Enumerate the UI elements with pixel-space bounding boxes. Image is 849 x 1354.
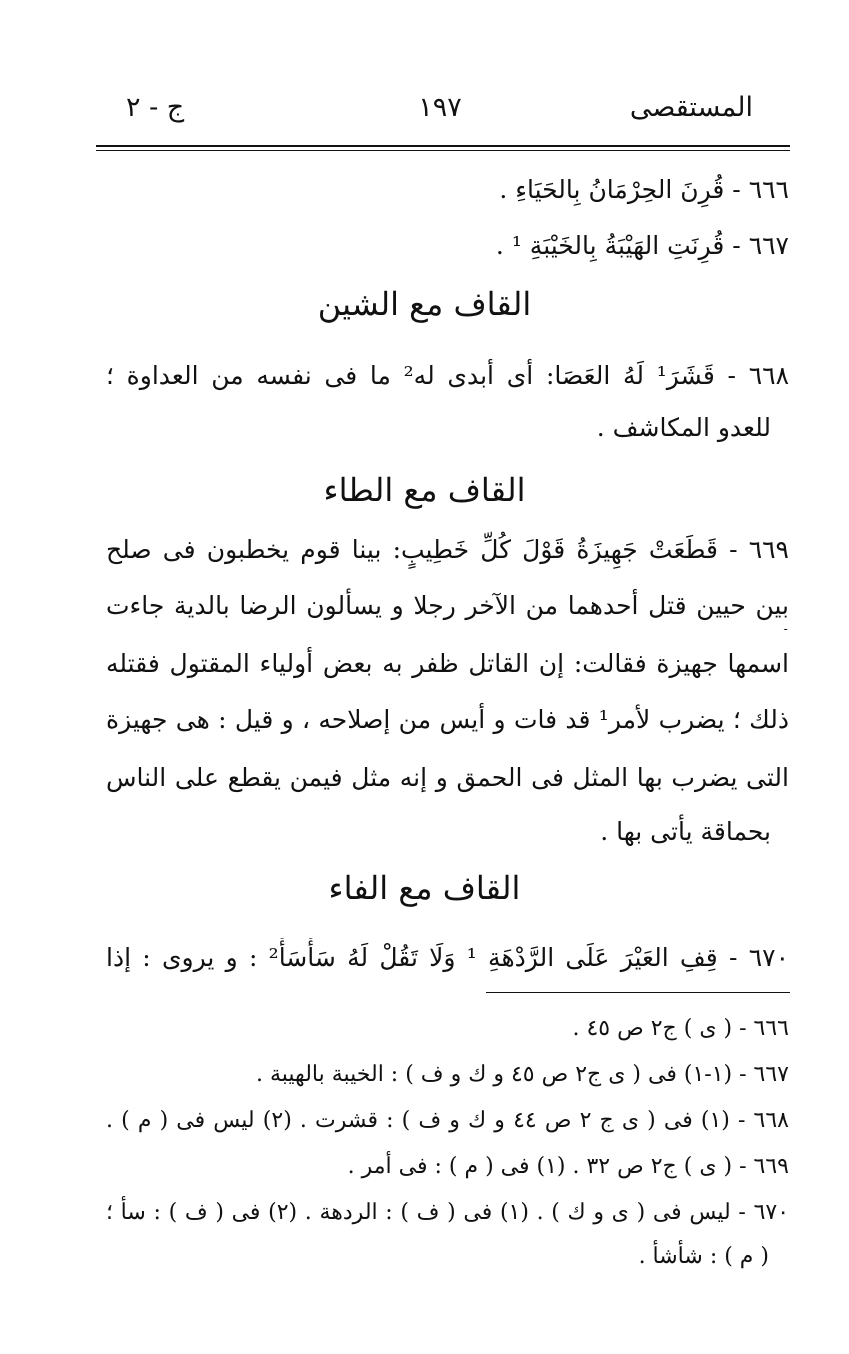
entry-line: ٦٧٠ - قِفِ العَيْرَ عَلَى الرَّدْهَةِ ¹ وَلَا تَقُلْ لَهُ سَأْسَأْ² : و يروى : إذا: [106, 943, 789, 972]
header-rule-thick: [96, 145, 790, 147]
section-heading: القاف مع الشين: [317, 285, 532, 323]
entry-line: ٦٦٩ - قَطَعَتْ جَهِيزَةُ قَوْلَ كُلِّ خَطِيبٍ: بينا قوم يخطبون فى صلح: [106, 535, 789, 564]
header-rule-thin: [96, 150, 790, 151]
page-number: ١٩٧: [418, 92, 462, 123]
volume-label: ج - ٢: [126, 92, 185, 123]
entry-line: ٦٦٧ - قُرِنَتِ الهَيْبَةُ بِالخَيْبَةِ ¹ .: [495, 231, 789, 260]
footnote: ٦٦٦ - ( ى ) ج٢ ص ٤٥ .: [572, 1016, 789, 1041]
footnote: ٦٦٨ - (١) فى ( ى ج ٢ ص ٤٤ و ك و ف ) : قشرت . (٢) ليس فى ( م ) .: [106, 1108, 789, 1133]
running-title: المستقصى: [629, 92, 753, 123]
entry-line: ذلك ؛ يضرب لأمر¹ قد فات و أيس من إصلاحه ، و قيل : هى جهيزة: [106, 705, 789, 734]
entry-line: اسمها جهيزة فقالت: إن القاتل ظفر به بعض أولياء المقتول فقتله: [106, 649, 789, 678]
entry-line: ٦٦٨ - قَشَرَ¹ لَهُ العَصَا: أى أبدى له² ما فى نفسه من العداوة ؛: [106, 361, 789, 390]
footnote-rule: [486, 992, 790, 993]
entry-line: بحماقة يأتى بها .: [600, 817, 771, 846]
section-heading: القاف مع الفاء: [328, 869, 521, 907]
footnote: ( م ) : شأشأ .: [638, 1244, 769, 1269]
footnote: ٦٦٧ - (١-١) فى ( ى ج٢ ص ٤٥ و ك و ف ) : الخيبة بالهيبة .: [256, 1062, 789, 1087]
footnote: ٦٧٠ - ليس فى ( ى و ك ) . (١) فى ( ف ) : الردهة . (٢) فى ( ف ) : سأ ؛: [106, 1200, 789, 1225]
entry-line: التى يضرب بها المثل فى الحمق و إنه مثل فيمن يقطع على الناس: [106, 763, 789, 792]
footnote: ٦٦٩ - ( ى ) ج٢ ص ٣٢ . (١) فى ( م ) : فى أمر .: [347, 1154, 789, 1179]
page-header: [0, 92, 849, 134]
section-heading: القاف مع الطاء: [323, 471, 526, 509]
entry-line: للعدو المكاشف .: [596, 413, 771, 442]
entry-line: بين حيين قتل أحدهما من الآخر رجلا و يسألون الرضا بالدية جاءت: [106, 591, 789, 620]
entry-line: ٦٦٦ - قُرِنَ الحِرْمَانُ بِالحَيَاءِ .: [499, 175, 789, 204]
